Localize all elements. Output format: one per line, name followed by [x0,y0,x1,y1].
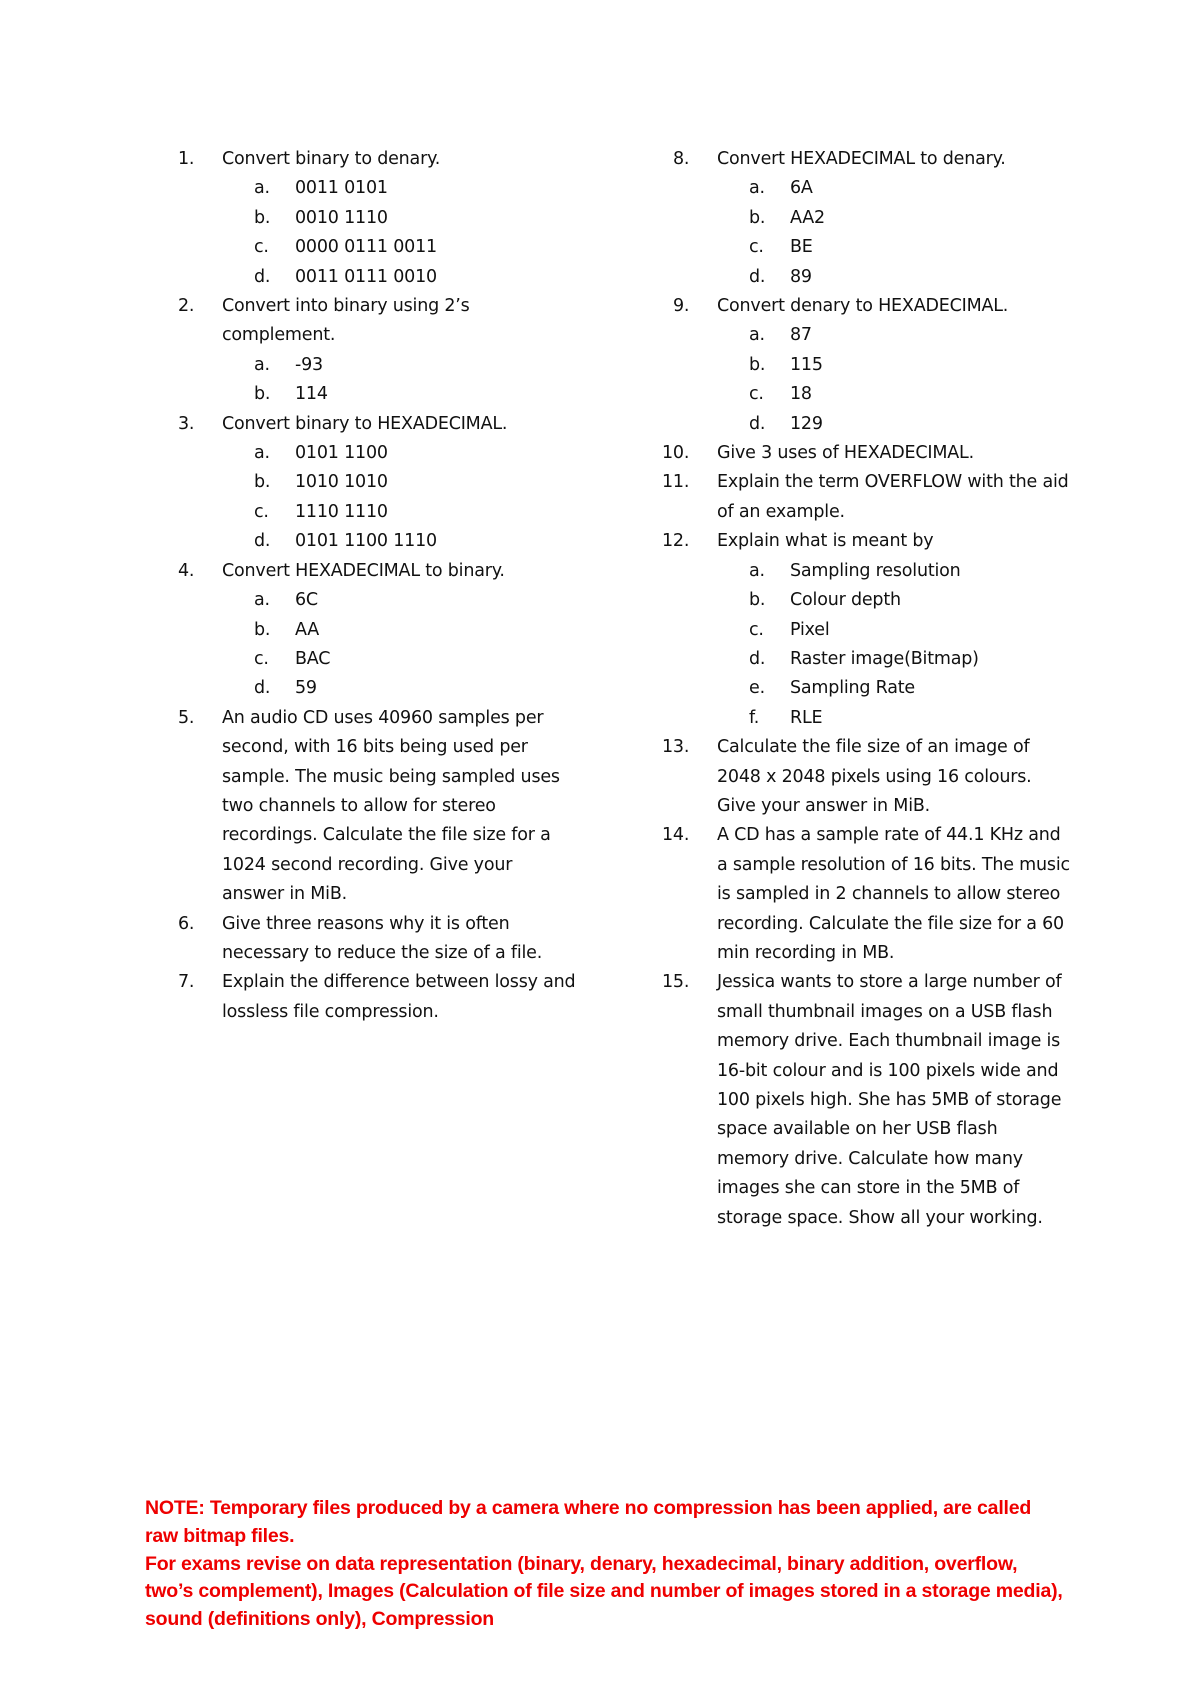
sub-question [178,351,578,380]
sub-question-letter: b. [749,590,766,611]
sub-question [178,263,578,292]
question-text: Convert binary to denary. [222,149,441,169]
sub-question-text: 0101 1100 [295,443,388,464]
sub-question-text: -93 [295,354,323,375]
right-question-column [662,145,1073,1233]
sub-question-text: 18 [790,384,812,405]
question-text: Convert binary to HEXADECIMAL. [222,413,508,434]
question-8 [673,145,1073,174]
question-number: 12. [662,531,690,552]
question-1 [178,145,578,174]
question-number: 14. [662,825,690,846]
sub-question-letter: a. [254,590,270,611]
question-6 [178,910,578,969]
sub-question [178,439,578,468]
sub-question [178,616,578,645]
sub-question-text: 0101 1100 1110 [295,531,437,552]
question-text: Give three reasons why it is often necessary to reduce the size of a file. [222,913,543,963]
sub-question [178,204,578,233]
left-question-column [178,145,578,1027]
question-text: An audio CD uses 40960 samples per second, with 16 bits being used per sample. The music being sampled uses two channels to allow for stereo recordings. Calculate the file size for a 1024 second recording. Give your answer in MiB. [222,707,560,905]
sub-question-text: 1010 1010 [295,472,388,493]
question-number: 4. [178,560,195,581]
question-number: 3. [178,413,195,434]
sub-question-text: 87 [790,325,812,346]
note-exam-topics: For exams revise on data representation (binary, denary, hexadecimal, binary addition, overflow, two’s complement), Images (Calculation of file size and number of images stored in a storage media), sound (definitions only), Compression [145,1552,1063,1631]
sub-question-letter: e. [749,678,765,699]
sub-question-letter: d. [254,531,271,552]
sub-question [178,527,578,556]
sub-question-text: BE [790,237,813,258]
question-text: Explain the difference between lossy and lossless file compression. [222,972,576,1022]
sub-question [673,557,1073,586]
sub-question [178,174,578,203]
sub-question-letter: a. [749,560,765,581]
sub-question-text: 0011 0101 [295,178,388,199]
question-13 [662,733,1073,821]
sub-question-text: 59 [295,678,317,699]
question-12 [662,527,1073,556]
sub-question [673,645,1073,674]
sub-question [673,616,1073,645]
question-text: Convert into binary using 2’s complement. [222,296,470,346]
sub-question-text: 0010 1110 [295,207,388,228]
question-text: Jessica wants to store a large number of small thumbnail images on a USB flash memory drive. Each thumbnail image is 16-bit colour and is 100 pixels wide and 100 pixels high. She has 5MB of storage space available on her USB flash memory drive. Calculate how many images she can store in the 5MB of storage space. Show all your working. [717,972,1062,1228]
sub-question-letter: d. [254,266,271,287]
sub-question [178,498,578,527]
sub-question-letter: a. [254,443,270,464]
question-10 [662,439,1073,468]
sub-question-letter: d. [254,678,271,699]
sub-question [673,704,1073,733]
sub-question [178,586,578,615]
question-text: Calculate the file size of an image of 2048 x 2048 pixels using 16 colours. Give your answer in MiB. [717,737,1032,816]
question-number: 9. [673,296,690,317]
sub-question [673,321,1073,350]
question-text: Convert denary to HEXADECIMAL. [717,296,1009,317]
sub-question [178,380,578,409]
sub-question-text: 0011 0111 0010 [295,266,437,287]
sub-question-text: 114 [295,384,328,405]
question-7 [178,968,578,1027]
question-number: 7. [178,972,195,993]
sub-question-text: Raster image(Bitmap) [790,648,979,669]
sub-question [673,263,1073,292]
question-text: Explain the term OVERFLOW with the aid of an example. [717,472,1069,522]
sub-question-text: 89 [790,266,812,287]
sub-question [673,174,1073,203]
sub-question-letter: b. [254,384,271,405]
question-number: 11. [662,472,690,493]
note-raw-bitmap: NOTE: Temporary files produced by a camera where no compression has been applied, are called raw bitmap files. [145,1497,1032,1547]
sub-question-text: 1110 1110 [295,501,388,522]
sub-question-text: Sampling resolution [790,560,961,581]
question-3 [178,410,578,439]
sub-question [178,233,578,262]
sub-question-letter: a. [254,178,270,199]
sub-question [178,468,578,497]
question-text: Convert HEXADECIMAL to denary. [717,149,1006,169]
sub-question-letter: d. [749,413,766,434]
sub-question-letter: c. [254,648,269,669]
sub-question-text: AA2 [790,207,825,228]
sub-question-text: 115 [790,354,823,375]
sub-question-text: Colour depth [790,590,901,611]
sub-question-text: RLE [790,707,823,728]
sub-question-letter: b. [254,619,271,640]
sub-question-letter: c. [749,237,764,258]
sub-question-text: 0000 0111 0011 [295,237,437,258]
sub-question [673,351,1073,380]
sub-question-letter: d. [749,266,766,287]
question-number: 10. [662,443,690,464]
sub-question-letter: c. [254,501,269,522]
question-text: Convert HEXADECIMAL to binary. [222,560,505,581]
question-11 [662,468,1073,527]
sub-question-letter: b. [749,354,766,375]
sub-question-text: 6A [790,178,813,199]
sub-question [673,674,1073,703]
sub-question [673,586,1073,615]
question-number: 2. [178,296,195,317]
sub-question [673,233,1073,262]
sub-question [178,645,578,674]
sub-question [178,674,578,703]
question-number: 15. [662,972,690,993]
sub-question-letter: a. [749,325,765,346]
sub-question-letter: a. [254,354,270,375]
sub-question-letter: b. [749,207,766,228]
sub-question [673,204,1073,233]
sub-question-letter: c. [749,619,764,640]
sub-question-letter: b. [254,207,271,228]
question-text: Explain what is meant by [717,531,934,552]
sub-question [673,410,1073,439]
sub-question-text: 129 [790,413,823,434]
revision-note [145,1495,1065,1634]
sub-question-letter: b. [254,472,271,493]
question-number: 1. [178,149,195,169]
sub-question-text: Sampling Rate [790,678,916,699]
question-number: 13. [662,737,690,758]
sub-question-text: AA [295,619,320,640]
question-number: 6. [178,913,195,934]
sub-question-text: BAC [295,648,331,669]
sub-question-letter: d. [749,648,766,669]
sub-question-letter: a. [749,178,765,199]
question-number: 5. [178,707,195,728]
question-text: Give 3 uses of HEXADECIMAL. [717,443,974,464]
sub-question-text: Pixel [790,619,830,640]
sub-question-text: 6C [295,590,318,611]
question-2 [178,292,578,351]
question-9 [673,292,1073,321]
question-15 [662,968,1073,1233]
sub-question [673,380,1073,409]
question-number: 8. [673,149,690,169]
question-4 [178,557,578,586]
sub-question-letter: c. [749,384,764,405]
sub-question-letter: f. [749,707,760,728]
question-text: A CD has a sample rate of 44.1 KHz and a sample resolution of 16 bits. The music is sampled in 2 channels to allow stereo recording. Calculate the file size for a 60 min recording in MB. [717,825,1070,963]
question-5 [178,704,578,910]
question-14 [662,821,1073,968]
sub-question-letter: c. [254,237,269,258]
